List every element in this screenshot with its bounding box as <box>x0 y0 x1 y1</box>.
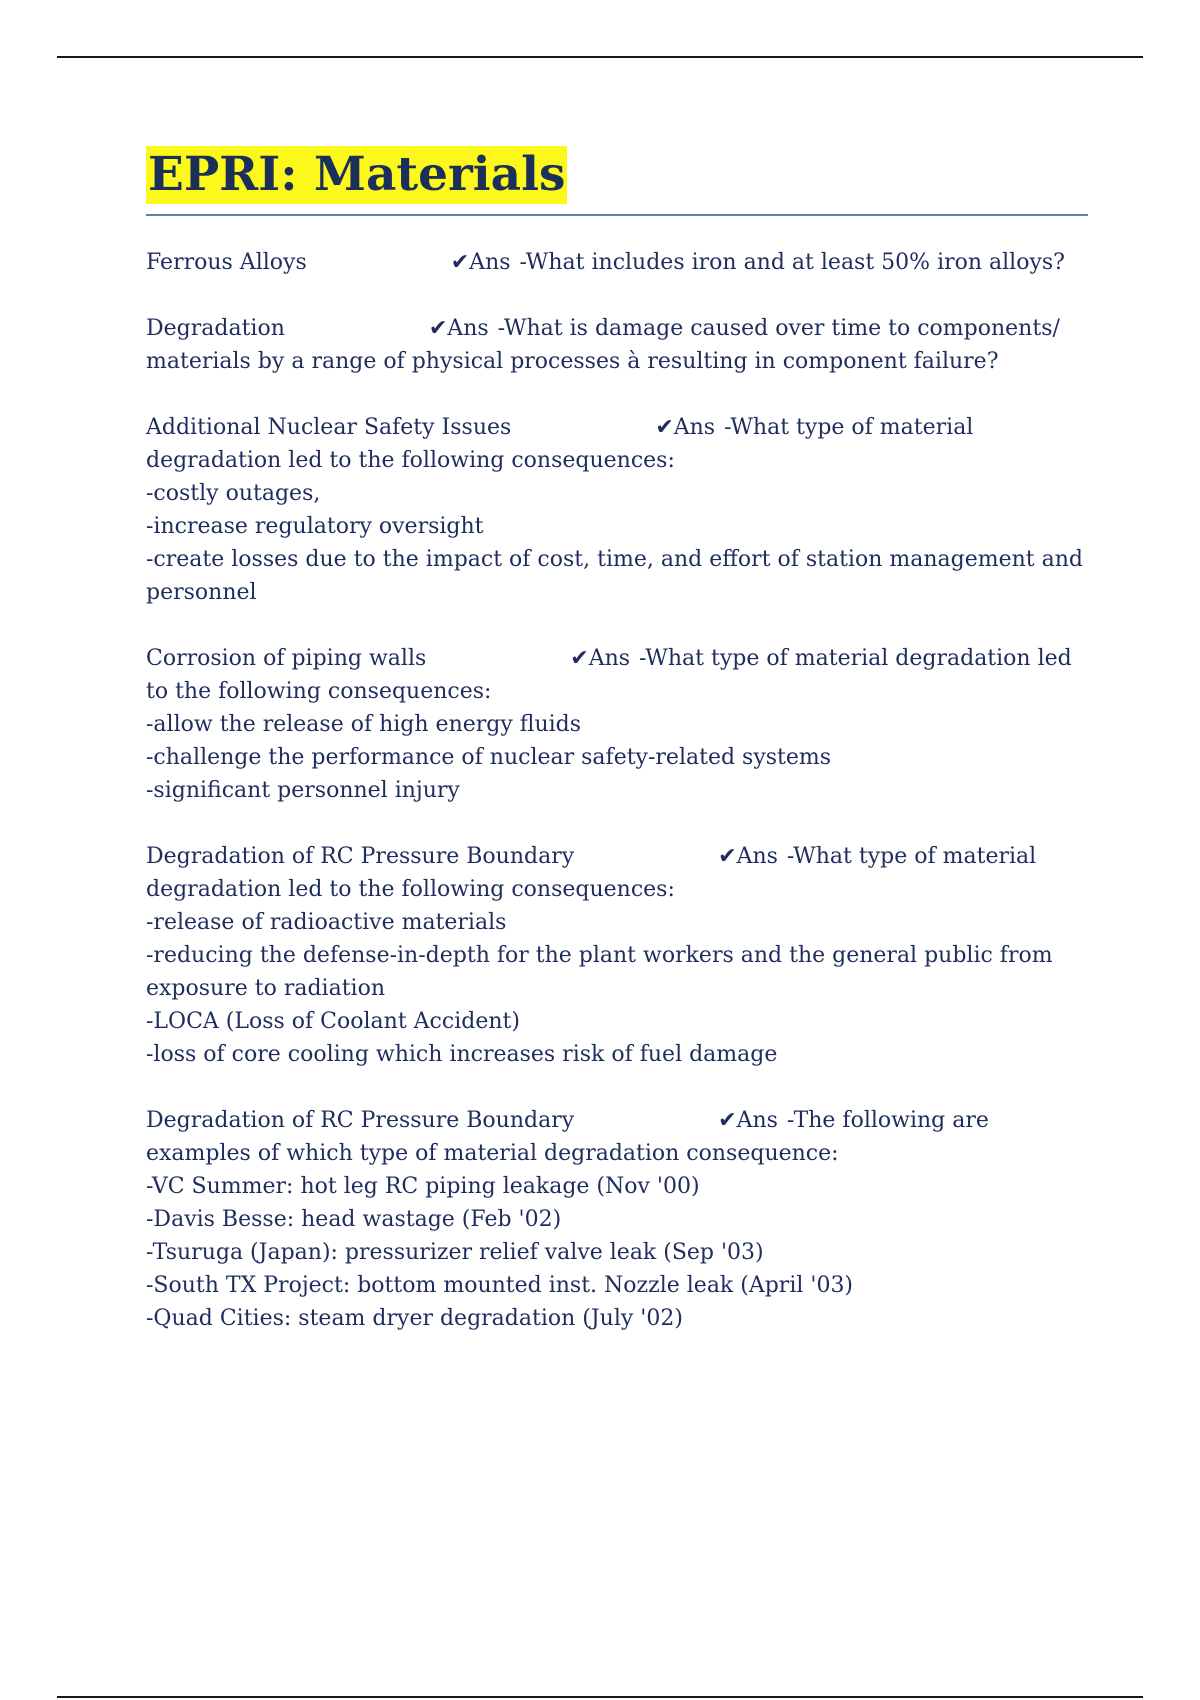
consequence-item: -reducing the defense-in-depth for the plant workers and the general public from exposure to radiation <box>146 943 1053 1001</box>
qa-list <box>146 246 1088 1335</box>
bottom-rule <box>57 1696 1143 1698</box>
document-title: EPRI: Materials <box>148 147 566 202</box>
ans-check-label: ✔Ans <box>428 316 489 341</box>
qa-entry <box>146 312 1088 378</box>
consequence-item: -allow the release of high energy fluids <box>146 712 582 737</box>
consequence-item: -significant personnel injury <box>146 778 460 803</box>
example-item: -Quad Cities: steam dryer degradation (July '02) <box>146 1306 683 1331</box>
term: Ferrous Alloys <box>146 250 307 275</box>
title-underline <box>146 214 1088 216</box>
consequence-item: -LOCA (Loss of Coolant Accident) <box>146 1009 520 1034</box>
term: Degradation of RC Pressure Boundary <box>146 1108 575 1133</box>
question: -The following are examples of which type of material degradation consequence: <box>146 1108 996 1166</box>
consequence-item: -increase regulatory oversight <box>146 514 484 539</box>
example-item: -Tsuruga (Japan): pressurizer relief valve leak (Sep '03) <box>146 1240 764 1265</box>
document-body <box>146 146 1088 1368</box>
consequence-item: -create losses due to the impact of cost, time, and effort of station management and personnel <box>146 547 1083 605</box>
question: -What type of material degradation led to the following consequences: <box>146 844 1044 902</box>
ans-check-label: ✔Ans <box>718 844 778 869</box>
ans-check-label: ✔Ans <box>450 250 511 275</box>
consequence-item: -loss of core cooling which increases risk of fuel damage <box>146 1042 778 1067</box>
example-item: -Davis Besse: head wastage (Feb '02) <box>146 1207 562 1232</box>
ans-check-label: ✔Ans <box>655 415 716 440</box>
qa-entry <box>146 246 1088 279</box>
qa-entry <box>146 642 1088 807</box>
question: -What type of material degradation led to the following consequences: <box>146 415 981 473</box>
ans-check-label: ✔Ans <box>570 646 631 671</box>
consequence-item: -costly outages, <box>146 481 321 506</box>
question: -What includes iron and at least 50% iron alloys? <box>519 250 1065 275</box>
qa-entry <box>146 840 1088 1071</box>
ans-check-label: ✔Ans <box>718 1108 778 1133</box>
example-item: -VC Summer: hot leg RC piping leakage (Nov '00) <box>146 1174 700 1199</box>
top-rule <box>57 56 1143 58</box>
question: -What type of material degradation led to the following consequences: <box>146 646 1079 704</box>
example-item: -South TX Project: bottom mounted inst. Nozzle leak (April '03) <box>146 1273 854 1298</box>
consequence-item: -release of radioactive materials <box>146 910 507 935</box>
term: Degradation <box>146 316 285 341</box>
qa-entry <box>146 411 1088 609</box>
term: Degradation of RC Pressure Boundary <box>146 844 575 869</box>
qa-entry <box>146 1104 1088 1335</box>
term: Additional Nuclear Safety Issues <box>146 415 512 440</box>
question: -What is damage caused over time to components/ materials by a range of physical processes à resulting in component failure? <box>146 316 1067 374</box>
consequence-item: -challenge the performance of nuclear safety-related systems <box>146 745 832 770</box>
term: Corrosion of piping walls <box>146 646 427 671</box>
